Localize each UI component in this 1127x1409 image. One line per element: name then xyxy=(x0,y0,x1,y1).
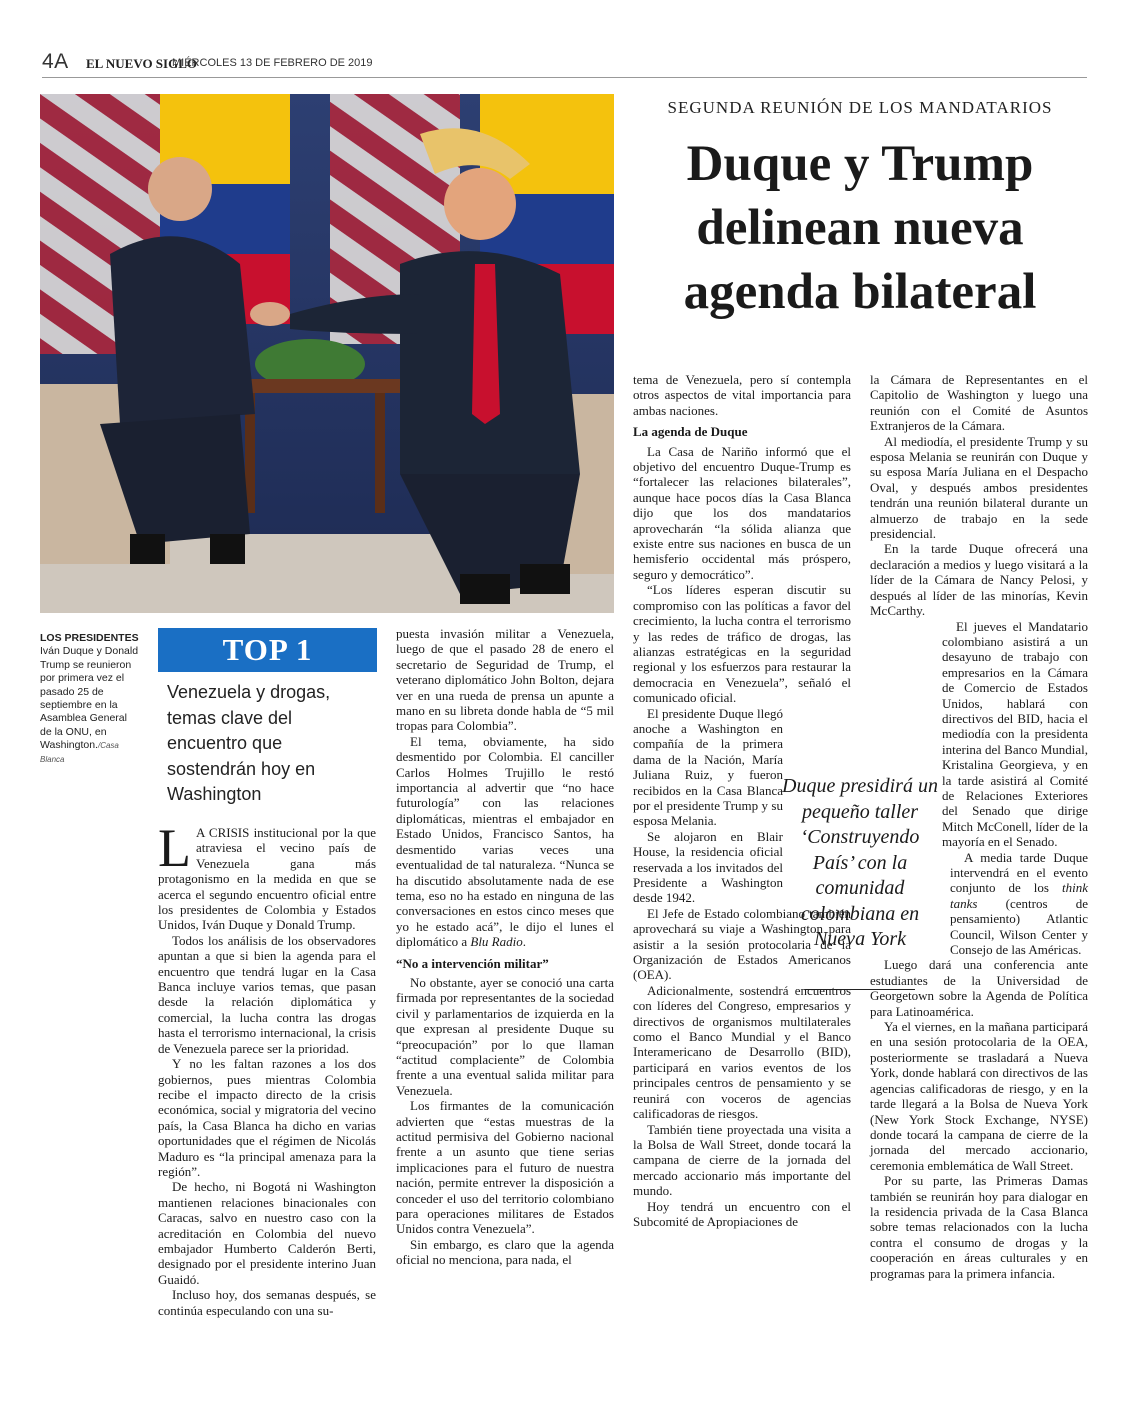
paragraph: Los firmantes de la comunicación advierten que “estas muestras de la actitud permisiva del Gobierno nacional frente a un asunto que tiene serias implicaciones para el futuro de nuestra nación, permite entrever la disposición a conceder el uso del territorio colombiano para operaciones militares de Estados Unidos contra Venezuela”. xyxy=(396,1098,614,1237)
photo-caption xyxy=(40,632,140,766)
page-header xyxy=(42,50,1087,78)
article-column-2 xyxy=(396,626,614,1268)
article-kicker: SEGUNDA REUNIÓN DE LOS MANDATARIOS xyxy=(667,98,1053,117)
paragraph: Se alojaron en Blair House, la residencia oficial reservada a los invitados del Presidente a Washington desde 1942. xyxy=(633,828,783,906)
paragraph: El Jefe de Estado colombiano también aprovechará su viaje a Washington para asistir a la sesión protocolaria de la Organización de Estados Americanos (OEA). xyxy=(633,905,851,983)
pull-quote: Duque presidirá un pequeño taller ‘Construyendo País’ con la comunidad colombiana en Nueva York xyxy=(782,775,938,950)
paragraph: Todos los análisis de los observadores apuntan a que si bien la agenda para el encuentro que tendrá lugar en la Casa Banca incluye varios temas, que pasan desde la relación diplomática y comercial, la lucha contra las drogas hasta el terrorismo internacional, la crisis de Venezuela parece ser la prioridad. xyxy=(158,932,376,1056)
paragraph xyxy=(396,734,614,950)
paragraph: La Casa de Nariño informó que el objetivo del encuentro Duque-Trump es “fortalecer las relaciones bilaterales”, aunque hace pocos días la Casa Blanca dijo que los dos mandatarios aprovecharán “la sólida alianza que existe entre sus naciones en busca de un hemisferio occidental más próspero, seguro y democrático”. xyxy=(633,443,851,582)
paragraph: la Cámara de Representantes en el Capitolio de Washington y luego una reunión con el Comité de Asuntos Extranjeros de la Cámara. xyxy=(870,372,1088,434)
paragraph: Al mediodía, el presidente Trump y su esposa Melania se reunirán con Duque y su esposa María Juliana en el Despacho Oval, y después ambos presidentes tendrán una reunión bilateral durante un almuerzo de trabajo en la sede presidencial. xyxy=(870,433,1088,542)
page-number: 4A xyxy=(42,50,69,73)
paragraph-text: (centros de pensamiento) Atlantic Council, Wilson Center y Consejo de las Américas. xyxy=(950,895,1088,958)
section-subhead: “No a intervención militar” xyxy=(396,955,549,971)
section-subhead: La agenda de Duque xyxy=(633,424,748,440)
paragraph: tema de Venezuela, pero sí contempla otros aspectos de vital importancia para ambas naciones. xyxy=(633,372,851,418)
paragraph-text: A media tarde Duque intervendrá en el evento conjunto de los xyxy=(950,849,1088,896)
term: think tanks xyxy=(950,880,1089,911)
paragraph: De hecho, ni Bogotá ni Washington mantienen relaciones binacionales con Caracas, salvo en nuestro caso con la acreditación en Colombia del nuevo embajador Humberto Calderón Berti, designado por el presidente interino Juan Guaidó. xyxy=(158,1179,376,1287)
paragraph: El presidente Duque llegó anoche a Washington en compañía de la primera dama de la Nación, María Juliana Ruiz, y fueron recibidos en la Casa Blanca por el presidente Trump y su esposa Melania. xyxy=(633,705,783,829)
paragraph: Hoy tendrá un encuentro con el Subcomité de Apropiaciones de xyxy=(633,1198,851,1229)
paragraph xyxy=(158,818,376,933)
paragraph: Y no les faltan razones a los dos gobiernos, pues mientras Colombia recibe el impacto directo de la crisis económica, social y migratoria del vecino país, la Casa Blanca ha dicho en varias oportunidades que el régimen de Nicolás Maduro es “la principal amenaza para la región”. xyxy=(158,1056,376,1179)
paragraph: Luego dará una conferencia ante estudiantes de la Universidad de Georgetown sobre la Agenda de Política para Latinoamérica. xyxy=(870,957,1088,1019)
paragraph: También tiene proyectada una visita a la Bolsa de Wall Street, donde tocará la campana de cierre de la jornada del mercado accionario más importante del mundo. xyxy=(633,1121,851,1199)
paragraph: Adicionalmente, sostendrá encuentros con líderes del Congreso, empresarios y directivos de organismos multilaterales como el Banco Mundial y el Banco Interamericano de Desarrollo (BID), participará en varios eventos de los principales centros de pensamiento y se reunirá con voceros de agencias calificadoras de riesgos. xyxy=(633,982,851,1122)
article-column-4 xyxy=(870,372,1088,1281)
caption-text: Iván Duque y Donald Trump se reunieron por primera vez el pasado 25 de septiembre en la Asamblea General de la ONU, en Washington. xyxy=(40,645,139,752)
paragraph-end: . xyxy=(522,934,526,950)
top-badge: TOP 1 xyxy=(158,628,377,672)
paragraph: Sin embargo, es claro que la agenda oficial no menciona, para nada, el xyxy=(396,1236,614,1268)
drop-cap: L xyxy=(158,818,191,878)
paragraph xyxy=(870,850,1088,958)
top-subtitle: Venezuela y drogas, temas clave del encuentro que sostendrán hoy en Washington xyxy=(167,682,331,804)
paragraph: Incluso hoy, dos semanas después, se continúa especulando con una su- xyxy=(158,1287,376,1318)
caption-title: LOS PRESIDENTES xyxy=(40,632,139,644)
paragraph-text: A CRISIS institucional por la que atraviesa el vecino país de Venezuela gana más protagonismo en la medida en que se acerca el segundo encuentro oficial entre los presidentes de Colombia y Estados Unidos, Iván Duque y Donald Trump. xyxy=(158,825,376,933)
paragraph: Por su parte, las Primeras Damas también se reunirán hoy para dialogar en la residencia privada de la Casa Blanca sobre temas relacionados con la lucha contra el consumo de drogas y la cooperación en áreas culturales y en programas para la primera infancia. xyxy=(870,1173,1088,1281)
handshake-photo xyxy=(40,94,614,613)
article-headline: Duque y Trump delinean nueva agenda bilateral xyxy=(683,136,1037,320)
paragraph: No obstante, ayer se conoció una carta firmada por representantes de la sociedad civil y parlamentarios de izquierda en la que expresan al presidente Duque su “preocupación” por lo que llaman “actitud complaciente” de Colombia frente a una eventual salida militar para Venezuela. xyxy=(396,974,614,1098)
paragraph: El jueves el Mandatario colombiano asistirá a un desayuno de trabajo con empresarios en la Cámara de Comercio de Estados Unidos, hablará con directivos del BID, hacia el mediodía con la presidenta interina del Banco Mundial, Kristalina Georgieva, y en la tarde asistirá al Comité de Relaciones Exteriores del Senado que dirige Mitch McConell, líder de la mayoría en el Senado. xyxy=(942,618,1088,850)
publication-date: MIÉRCOLES 13 DE FEBRERO DE 2019 xyxy=(172,57,373,69)
paragraph-text: El tema, obviamente, ha sido desmentido por Colombia. El canciller Carlos Holmes Trujillo le restó importancia al advertir que “no hace futurología” con las relaciones diplomáticas, mientras el embajador en Estado Unidos, Francisco Santos, ha desmentido varias veces una eventualidad de tal naturaleza. “Nunca se ha discutido absolutamente nada de ese tema, eso no ha estado en ninguna de las conversaciones en estos cinco meses que yo he estado acá”, le dijo el lunes el diplomático a xyxy=(396,733,614,950)
caption-credit: /Casa Blanca xyxy=(40,741,119,764)
publication-name: EL NUEVO SIGLO xyxy=(86,56,197,71)
photo-illustration xyxy=(40,94,614,613)
article-column-1 xyxy=(158,818,376,1318)
paragraph: Ya el viernes, en la mañana participará en una sesión protocolaria de la OEA, posteriormente se trasladará a Nueva York, donde hablará con directivos de las agencias calificadoras de riesgo, y en la tarde llegará a la Bolsa de Nueva York (New York Stock Exchange, NYSE) donde tocará la campana de cierre de la jornada del mercado accionario, ceremonia emblemática de Wall Street. xyxy=(870,1019,1088,1173)
source-name: Blu Radio xyxy=(470,934,523,950)
paragraph: En la tarde Duque ofrecerá una declaración a medios y luego visitará a la líder de la Cámara de Nancy Pelosi, y después al líder de las minorías, Kevin McCarthy. xyxy=(870,541,1088,619)
paragraph: puesta invasión militar a Venezuela, luego de que el pasado 28 de enero el secretario de Seguridad de Trump, el veterano diplomático John Bolton, dejara ver en una rueda de prensa un apunte a mano en su libreta donde habla de “5 mil tropas para Colombia”. xyxy=(396,626,614,734)
paragraph: “Los líderes esperan discutir su compromiso con las políticas a favor del crecimiento, la lucha contra el terrorismo y las redes de tráfico de drogas, las alianzas estratégicas en la seguridad regional y los esfuerzos para restaurar la democracia en Venezuela”, señaló el comunicado oficial. xyxy=(633,582,851,706)
